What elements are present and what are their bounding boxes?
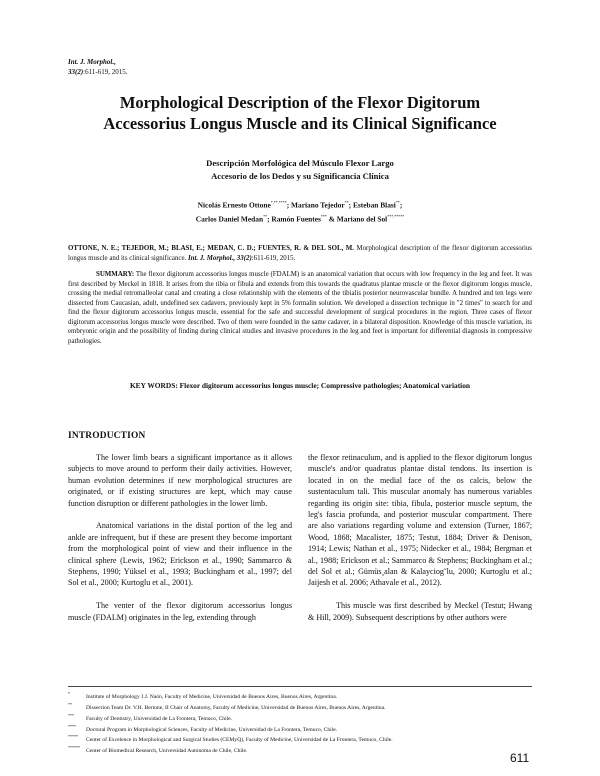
footnote: *Institute of Morphology J.J. Naón, Faculty of Medicine, Universidad de Buenos Aires, Buenos Aires, Argentina. — [68, 691, 338, 700]
footnote: **Dissection Team Dr. V.H. Bertone, II Chair of Anatomy, Faculty of Medicine, Universidad de Buenos Aires, Buenos Aires, Argentina. — [68, 701, 386, 711]
text-column-right — [308, 452, 532, 634]
paragraph: the flexor retinaculum, and is applied to the flexor digitorum longus muscle's and/or quadratus plantae distal tendons. Its insertion is located in on the medial face of the os calcis, below the sustentaculum tali. This muscular anomaly has numerous variables regarding its origin site: tibia, fibula, posterior muscle septum, the leg's fascia profunda, and posterior muscular compartment. There are also variations regarding volume and extension (Turner, 1867; Wood, 1868; Macalister, 1875; Testut, 1884; Driver & Denison, 1914; Lewis; Nathan et al., 1975; Nidecker et al., 1984; Bergman et al., 1988; Erickson et al.; Sammarco & Stephens; Buckingham et al.; del Sol et al.; Gümüs¸alan & Kalayciog˘lu, 2000; Kurtoglu et al.; Jaijesh et al. 2006; Athavale et al., 2012). — [308, 453, 532, 588]
paragraph: The lower limb bears a significant importance as it allows subjects to move around to perform their daily activities. However, human evolution determines if new morphological structures are originated, or if existing structures are kept, which may cause function disruption or different pathologies in the lower limb. — [68, 453, 292, 508]
journal-name: Int. J. Morphol., — [68, 58, 116, 66]
author: Esteban Blasi — [352, 200, 396, 210]
author: Carlos Daniel Medan — [195, 214, 264, 224]
footnote-divider — [68, 686, 532, 687]
journal-header — [68, 57, 127, 77]
footnotes — [68, 690, 532, 755]
paper-title: Morphological Description of the Flexor Digitorum Accessorius Longus Muscle and its Clinical Significance — [103, 93, 497, 133]
author-list: Nicolás Ernesto Ottone*,**,****; Mariano Tejedor**; Esteban Blasi**; Carlos Daniel Medan**; Ramón Fuentes*** & Mariano del Sol***,***** — [195, 200, 405, 224]
section-heading-introduction: INTRODUCTION — [68, 431, 146, 441]
footnote: ******Center of Biomedical Research, Universidad Autónoma de Chile, Chile. — [68, 745, 248, 755]
footnote: *****Center of Excelence in Morphological and Surgical Studies (CEMyQ), Faculty of Medicine, Universidad de La Frontera, Temuco, Chile. — [68, 734, 393, 744]
paper-subtitle-spanish: Descripción Morfológica del Músculo Flexor Largo Accesorio de los Dedos y su Significancia Clínica — [206, 158, 394, 181]
citation: OTTONE, N. E.; TEJEDOR, M.; BLASI, E.; MEDAN, C. D.; FUENTES, R. & DEL SOL, M. Morphological description of the flexor digitorum accessorius longus muscle and its clinical significance. Int. J. Morphol., 33(2):611-619, 2015. — [68, 245, 532, 262]
author: Ramón Fuentes — [271, 214, 321, 224]
abstract-summary: SUMMARY: The flexor digitorum accessorius longus muscle (FDALM) is an anatomical variation that occurs with low frequency in the leg and feet. It was first described by Meckel in 1818. It arises from the tibia or fibula and extends from this towards the quadratus plantae muscle or the flexor digitorum longus muscle, crossing the medial retromalleolar canal and creating a close relationship with the elements of the tibialis posterior neurovascular bundle. A hundred and ten legs were dissected from Caucasian, adult, undefined sex cadavers, previously kept in 5% formalin solution. We developed a dissection technique in "2 times" to search for and find the flexor digitorum accessorius longus muscle, essential for the safe and successful development of surgical procedures in the region. Three cases of flexor digitorum accessorius longus muscle were described. Two of them were founded in the same cadaver, in a bilateral disposition. Knowledge of this muscle variation, its embryonic origin and the possibility of finding during clinical studies and invasive procedures in the leg and feet is important for differential diagnosis in compressive pathologies. — [68, 271, 532, 345]
author: Nicolás Ernesto Ottone — [197, 200, 271, 210]
keywords: KEY WORDS: Flexor digitorum accessorius longus muscle; Compressive pathologies; Anatomical variation — [129, 381, 471, 390]
paragraph: The venter of the flexor digitorum accessorius longus muscle (FDALM) originates in the leg, extending through — [68, 601, 292, 622]
paragraph: This muscle was first described by Meckel (Testut; Hwang & Hill, 2009). Subsequent descriptions by other authors were — [308, 601, 532, 622]
author: Mariano del Sol — [336, 214, 388, 224]
footnote: ***Faculty of Dentistry, Universidad de La Frontera, Temuco, Chile. — [68, 712, 233, 722]
summary-label: SUMMARY: — [96, 271, 135, 278]
text-column-left — [68, 452, 292, 634]
paragraph: Anatomical variations in the distal portion of the leg and ankle are infrequent, but if these are present they become important from the morphological point of view and their influence in the clinical sphere (Lewis, 1962; Erickson et al., 1990; Sammarco & Stephens, 1990; Yüksel et al., 1993; Buckingham et al., 1997; del Sol et al., 2000; Kurtoglu et al., 2001). — [68, 521, 292, 588]
author: Mariano Tejedor — [291, 200, 345, 210]
footnote: ****Doctoral Program in Morphological Sciences, Faculty of Medicine, Universidad de La Frontera, Temuco, Chile. — [68, 723, 338, 733]
page-number: 611 — [510, 751, 530, 765]
journal-issue: 33(2):611-619, 2015. — [68, 68, 128, 76]
